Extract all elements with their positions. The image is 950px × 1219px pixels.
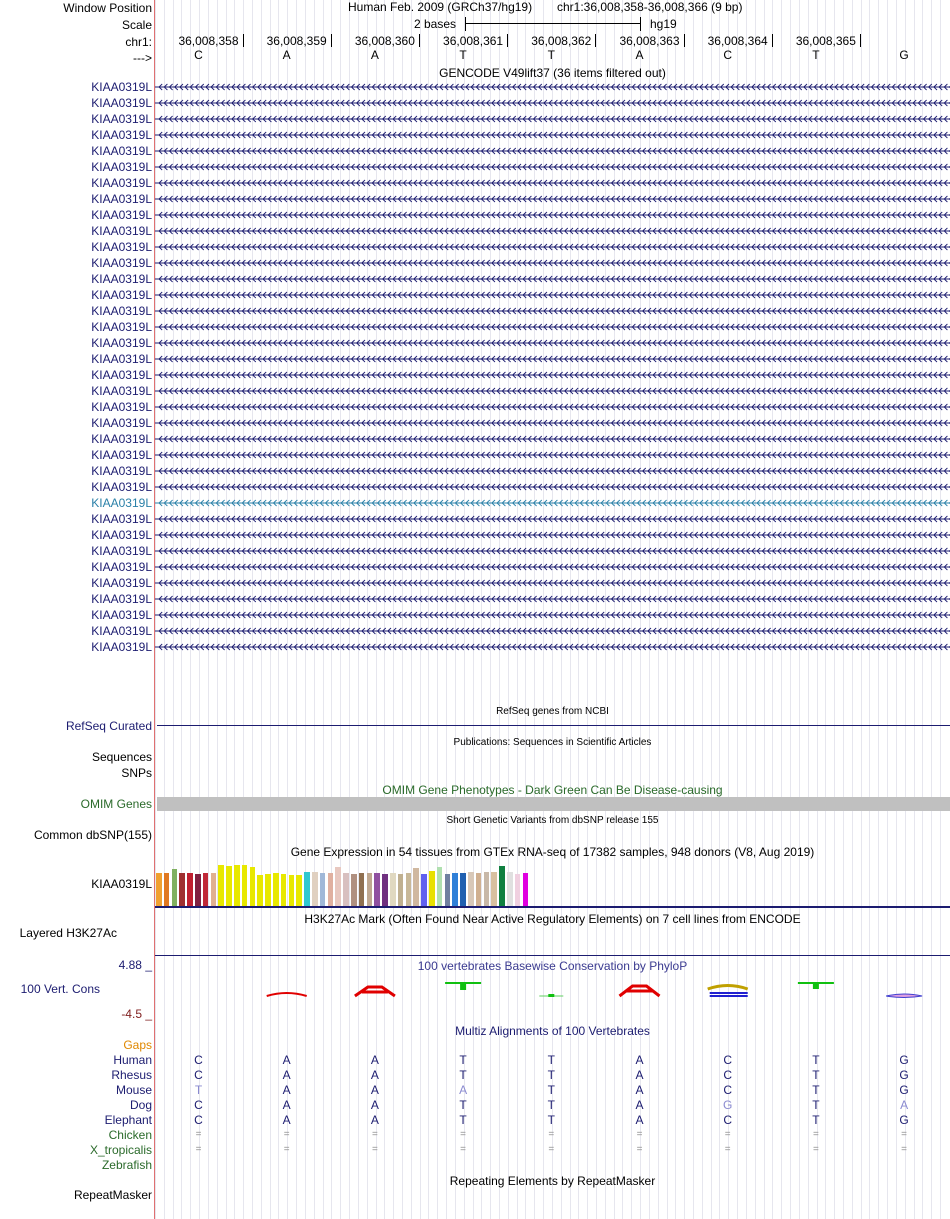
gencode-transcript-label[interactable]: KIAA0319L bbox=[91, 528, 152, 542]
alignment-base: C bbox=[723, 1053, 733, 1067]
transcript-arrow-line bbox=[155, 610, 950, 620]
alignment-base: G bbox=[899, 1068, 909, 1082]
alignment-base: T bbox=[547, 1113, 555, 1127]
scale-bases-text: 2 bases bbox=[414, 17, 457, 31]
transcript-arrow-line bbox=[155, 258, 950, 268]
snps-track-label[interactable]: SNPs bbox=[121, 766, 152, 780]
gtex-tissue-bar[interactable] bbox=[304, 872, 310, 906]
gtex-tissue-bar[interactable] bbox=[437, 867, 443, 906]
reference-base: C bbox=[194, 48, 203, 62]
cons-glyph bbox=[460, 983, 466, 990]
gtex-tissue-bar[interactable] bbox=[328, 873, 334, 906]
gencode-transcript[interactable] bbox=[155, 562, 950, 572]
gtex-tissue-bar[interactable] bbox=[390, 873, 396, 906]
gencode-transcript[interactable] bbox=[155, 338, 950, 348]
gtex-tissue-bar[interactable] bbox=[281, 874, 287, 906]
reference-base: T bbox=[547, 48, 555, 62]
gtex-tissue-bar[interactable] bbox=[211, 873, 217, 906]
alignment-base: A bbox=[282, 1068, 291, 1082]
alignment-base: T bbox=[812, 1113, 820, 1127]
publications-track-title: Publications: Sequences in Scientific Articles bbox=[453, 737, 652, 748]
gtex-tissue-bar[interactable] bbox=[320, 873, 326, 906]
ruler-tick bbox=[595, 34, 596, 47]
alignment-base: = bbox=[901, 1144, 908, 1155]
gencode-transcript-label[interactable]: KIAA0319L bbox=[91, 624, 152, 638]
alignment-base: A bbox=[370, 1083, 379, 1097]
reference-base: A bbox=[282, 48, 291, 62]
gencode-transcript[interactable] bbox=[155, 322, 950, 332]
transcript-arrow-line bbox=[155, 546, 950, 556]
gencode-transcript-label[interactable]: KIAA0319L bbox=[91, 96, 152, 110]
gencode-transcript-label[interactable]: KIAA0319L bbox=[91, 112, 152, 126]
reference-base: A bbox=[635, 48, 644, 62]
species-label[interactable]: Rhesus bbox=[111, 1068, 152, 1082]
alignment-base: A bbox=[459, 1083, 468, 1097]
alignment-base: C bbox=[723, 1113, 733, 1127]
gtex-tissue-bar[interactable] bbox=[523, 873, 529, 906]
transcript-arrow-line bbox=[155, 242, 950, 252]
ruler-tick bbox=[860, 34, 861, 47]
gencode-transcript-label[interactable]: KIAA0319L bbox=[91, 368, 152, 382]
gtex-tissue-bar[interactable] bbox=[515, 874, 521, 906]
alignment-base: = bbox=[636, 1129, 643, 1140]
cons-glyph bbox=[813, 983, 819, 989]
gencode-transcript-label[interactable]: KIAA0319L bbox=[91, 272, 152, 286]
gtex-baseline bbox=[155, 906, 950, 908]
gencode-transcript-label[interactable]: KIAA0319L bbox=[91, 416, 152, 430]
transcript-arrow-line bbox=[155, 306, 950, 316]
gtex-track-title: Gene Expression in 54 tissues from GTEx RNA-seq of 17382 samples, 948 donors (V8, Aug 2019) bbox=[290, 845, 815, 859]
alignment-base: T bbox=[459, 1053, 467, 1067]
alignment-base: = bbox=[283, 1144, 290, 1155]
gencode-transcript-label[interactable]: KIAA0319L bbox=[91, 128, 152, 142]
reference-base: G bbox=[899, 48, 909, 62]
transcript-arrow-line bbox=[155, 322, 950, 332]
gencode-transcript[interactable] bbox=[155, 98, 950, 108]
gencode-transcript-label[interactable]: KIAA0319L bbox=[91, 432, 152, 446]
alignment-base: A bbox=[635, 1083, 644, 1097]
transcript-arrow-line bbox=[155, 402, 950, 412]
gtex-tissue-bar[interactable] bbox=[203, 873, 209, 906]
dbsnp-track-title: Short Genetic Variants from dbSNP release 155 bbox=[446, 815, 659, 826]
transcript-arrow-line bbox=[155, 354, 950, 364]
alignment-base: C bbox=[723, 1083, 733, 1097]
alignment-base: G bbox=[899, 1113, 909, 1127]
species-label[interactable]: Mouse bbox=[115, 1083, 152, 1097]
transcript-arrow-line bbox=[155, 114, 950, 124]
cons-glyph bbox=[708, 986, 748, 990]
gencode-transcript[interactable] bbox=[155, 178, 950, 188]
gtex-tissue-bar[interactable] bbox=[226, 866, 232, 906]
gtex-tissue-bar[interactable] bbox=[265, 874, 271, 906]
alignment-base: = bbox=[195, 1129, 202, 1140]
gencode-transcript[interactable] bbox=[155, 306, 950, 316]
gtex-tissue-bar[interactable] bbox=[476, 873, 482, 906]
alignment-base: T bbox=[459, 1098, 467, 1112]
ruler-tick-label: 36,008,358 bbox=[178, 34, 239, 48]
alignment-base: = bbox=[812, 1129, 819, 1140]
gtex-tissue-bar[interactable] bbox=[445, 874, 451, 906]
gencode-transcript-label[interactable]: KIAA0319L bbox=[91, 144, 152, 158]
gtex-track-label[interactable]: KIAA0319L bbox=[91, 877, 152, 891]
gencode-transcript[interactable] bbox=[155, 450, 950, 460]
gtex-tissue-bar[interactable] bbox=[312, 872, 318, 906]
gencode-transcript[interactable] bbox=[155, 242, 950, 252]
reference-base: T bbox=[812, 48, 820, 62]
gtex-tissue-bar[interactable] bbox=[218, 865, 224, 906]
gencode-transcript[interactable] bbox=[155, 434, 950, 444]
alignment-base: T bbox=[812, 1098, 820, 1112]
gtex-tissue-bar[interactable] bbox=[156, 873, 162, 906]
ruler-tick bbox=[507, 34, 508, 47]
h3k27ac-track-title: H3K27Ac Mark (Often Found Near Active Regulatory Elements) on 7 cell lines from ENCODE bbox=[304, 912, 801, 926]
alignment-base: = bbox=[901, 1129, 908, 1140]
cons-max-label: 4.88 _ bbox=[118, 958, 152, 972]
gtex-tissue-bar[interactable] bbox=[468, 872, 474, 906]
alignment-base: A bbox=[370, 1068, 379, 1082]
alignment-base: = bbox=[371, 1144, 378, 1155]
gencode-transcript-label[interactable]: KIAA0319L bbox=[91, 352, 152, 366]
refseq-track-title: RefSeq genes from NCBI bbox=[496, 706, 609, 717]
ruler-tick bbox=[772, 34, 773, 47]
gencode-transcript[interactable] bbox=[155, 82, 950, 92]
transcript-arrow-line bbox=[155, 530, 950, 540]
species-label[interactable]: Dog bbox=[129, 1098, 152, 1112]
alignment-base: A bbox=[635, 1098, 644, 1112]
alignment-base: = bbox=[724, 1144, 731, 1155]
transcript-arrow-line bbox=[155, 178, 950, 188]
gencode-transcript[interactable] bbox=[155, 466, 950, 476]
gencode-transcript[interactable] bbox=[155, 258, 950, 268]
gtex-tissue-bar[interactable] bbox=[359, 873, 365, 906]
gtex-tissue-bar[interactable] bbox=[452, 873, 458, 906]
transcript-arrow-line bbox=[155, 162, 950, 172]
ruler-tick bbox=[684, 34, 685, 47]
gencode-transcript-label[interactable]: KIAA0319L bbox=[91, 288, 152, 302]
gencode-transcript-label[interactable]: KIAA0319L bbox=[91, 384, 152, 398]
transcript-arrow-line bbox=[155, 194, 950, 204]
gtex-tissue-bar[interactable] bbox=[335, 867, 341, 906]
refseq-gene-line[interactable] bbox=[157, 725, 950, 726]
gencode-transcript[interactable] bbox=[155, 386, 950, 396]
gtex-tissue-bar[interactable] bbox=[374, 873, 380, 906]
alignment-base: = bbox=[460, 1129, 467, 1140]
gencode-transcript[interactable] bbox=[155, 594, 950, 604]
window-position-label: Window Position bbox=[63, 1, 152, 15]
gencode-transcript-label[interactable]: KIAA0319L bbox=[91, 448, 152, 462]
gtex-tissue-bar[interactable] bbox=[351, 874, 357, 906]
transcript-arrow-line bbox=[155, 514, 950, 524]
gtex-tissue-bar[interactable] bbox=[406, 873, 412, 906]
gencode-transcript[interactable] bbox=[155, 578, 950, 588]
ruler-tick-label: 36,008,360 bbox=[354, 34, 415, 48]
cons-plot[interactable] bbox=[155, 980, 950, 1000]
species-label[interactable]: Zebrafish bbox=[101, 1158, 152, 1172]
gtex-tissue-bar[interactable] bbox=[343, 873, 349, 906]
reference-base: T bbox=[459, 48, 467, 62]
gencode-transcript-label[interactable]: KIAA0319L bbox=[91, 240, 152, 254]
alignment-base: T bbox=[547, 1098, 555, 1112]
transcript-arrow-line bbox=[155, 386, 950, 396]
alignment-base: = bbox=[548, 1144, 555, 1155]
gencode-transcript[interactable] bbox=[155, 514, 950, 524]
gtex-bar-chart[interactable] bbox=[155, 860, 555, 906]
transcript-arrow-line bbox=[155, 642, 950, 652]
alignment-base: = bbox=[195, 1144, 202, 1155]
omim-gene-bar[interactable] bbox=[157, 797, 950, 811]
alignment-base: = bbox=[812, 1144, 819, 1155]
alignment-base: C bbox=[194, 1113, 203, 1127]
gtex-tissue-bar[interactable] bbox=[250, 867, 256, 906]
cons-glyph bbox=[267, 993, 307, 996]
gtex-tissue-bar[interactable] bbox=[179, 873, 185, 906]
gencode-transcript[interactable] bbox=[155, 194, 950, 204]
alignment-base: A bbox=[282, 1083, 291, 1097]
transcript-arrow-line bbox=[155, 370, 950, 380]
transcript-arrow-line bbox=[155, 450, 950, 460]
gencode-transcript-label[interactable]: KIAA0319L bbox=[91, 640, 152, 654]
transcript-arrow-line bbox=[155, 82, 950, 92]
transcript-arrow-line bbox=[155, 290, 950, 300]
cons-glyph bbox=[620, 986, 660, 996]
gencode-transcript-label[interactable]: KIAA0319L bbox=[91, 336, 152, 350]
gencode-transcript[interactable] bbox=[155, 274, 950, 284]
transcript-arrow-line bbox=[155, 626, 950, 636]
alignment-base: T bbox=[547, 1083, 555, 1097]
gencode-transcript-label[interactable]: KIAA0319L bbox=[91, 480, 152, 494]
alignment-base: T bbox=[459, 1068, 467, 1082]
gtex-tissue-bar[interactable] bbox=[257, 875, 263, 906]
gencode-transcript[interactable] bbox=[155, 418, 950, 428]
cons-track-label[interactable]: 100 Vert. Cons bbox=[20, 982, 100, 996]
alignment-base: C bbox=[723, 1068, 733, 1082]
gencode-transcript-label[interactable]: KIAA0319L bbox=[91, 208, 152, 222]
gtex-tissue-bar[interactable] bbox=[429, 871, 435, 906]
omim-track-label[interactable]: OMIM Genes bbox=[80, 797, 152, 811]
cons-track-title: 100 vertebrates Basewise Conservation by PhyloP bbox=[417, 959, 688, 973]
alignment-base: A bbox=[370, 1113, 379, 1127]
transcript-arrow-line bbox=[155, 482, 950, 492]
alignment-base: = bbox=[724, 1129, 731, 1140]
gencode-transcript[interactable] bbox=[155, 354, 950, 364]
reference-base: C bbox=[723, 48, 733, 62]
multiz-track-title: Multiz Alignments of 100 Vertebrates bbox=[455, 1024, 650, 1038]
transcript-arrow-line bbox=[155, 274, 950, 284]
transcript-arrow-line bbox=[155, 498, 950, 508]
h3k27ac-baseline bbox=[155, 955, 950, 956]
gtex-tissue-bar[interactable] bbox=[172, 869, 178, 906]
gtex-tissue-bar[interactable] bbox=[499, 866, 505, 906]
alignment-base: A bbox=[282, 1113, 291, 1127]
alignment-base: = bbox=[548, 1129, 555, 1140]
gencode-transcript-label[interactable]: KIAA0319L bbox=[91, 160, 152, 174]
track-label-column bbox=[0, 0, 154, 1219]
gtex-tissue-bar[interactable] bbox=[367, 873, 373, 906]
gencode-transcript[interactable] bbox=[155, 546, 950, 556]
gencode-transcript-label[interactable]: KIAA0319L bbox=[91, 560, 152, 574]
alignment-base: T bbox=[194, 1083, 203, 1097]
gencode-transcript-label[interactable]: KIAA0319L bbox=[91, 576, 152, 590]
ruler-tick bbox=[419, 34, 420, 47]
transcript-arrow-line bbox=[155, 146, 950, 156]
gencode-transcript-label[interactable]: KIAA0319L bbox=[91, 320, 152, 334]
strand-label: ---> bbox=[133, 51, 152, 65]
ruler-tick-label: 36,008,362 bbox=[531, 34, 592, 48]
gencode-transcript-label[interactable]: KIAA0319L bbox=[91, 496, 152, 510]
species-label[interactable]: Chicken bbox=[108, 1128, 152, 1142]
transcript-arrow-line bbox=[155, 578, 950, 588]
transcript-arrow-line bbox=[155, 210, 950, 220]
alignment-base: G bbox=[899, 1083, 909, 1097]
scale-db-text: hg19 bbox=[650, 17, 677, 31]
gencode-transcript-label[interactable]: KIAA0319L bbox=[91, 192, 152, 206]
track-image-area[interactable] bbox=[155, 0, 950, 1219]
gtex-tissue-bar[interactable] bbox=[289, 875, 295, 906]
alignment-base: A bbox=[635, 1113, 644, 1127]
gtex-tissue-bar[interactable] bbox=[296, 875, 302, 906]
cons-min-label: -4.5 _ bbox=[121, 1007, 152, 1021]
alignment-base: A bbox=[635, 1068, 644, 1082]
ruler-tick bbox=[243, 34, 244, 47]
alignment-base: A bbox=[370, 1053, 379, 1067]
gencode-transcript-label[interactable]: KIAA0319L bbox=[91, 256, 152, 270]
alignment-base: = bbox=[460, 1144, 467, 1155]
gencode-transcript-label[interactable]: KIAA0319L bbox=[91, 608, 152, 622]
ruler-tick-label: 36,008,363 bbox=[619, 34, 680, 48]
alignment-base: G bbox=[723, 1098, 733, 1112]
gencode-transcript[interactable] bbox=[155, 498, 950, 508]
alignment-base: A bbox=[282, 1098, 291, 1112]
species-label[interactable]: X_tropicalis bbox=[89, 1143, 152, 1157]
gencode-transcript-label[interactable]: KIAA0319L bbox=[91, 224, 152, 238]
ruler-tick bbox=[331, 34, 332, 47]
ruler-tick-label: 36,008,361 bbox=[443, 34, 504, 48]
alignment-base: T bbox=[812, 1068, 820, 1082]
gtex-tissue-bar[interactable] bbox=[421, 874, 427, 906]
gencode-transcript-label[interactable]: KIAA0319L bbox=[91, 400, 152, 414]
transcript-arrow-line bbox=[155, 562, 950, 572]
gtex-tissue-bar[interactable] bbox=[413, 868, 419, 906]
assembly-text: Human Feb. 2009 (GRCh37/hg19) bbox=[348, 0, 533, 14]
alignment-base: C bbox=[194, 1068, 203, 1082]
transcript-arrow-line bbox=[155, 434, 950, 444]
scale-label: Scale bbox=[121, 18, 152, 32]
gencode-transcript[interactable] bbox=[155, 290, 950, 300]
gencode-transcript[interactable] bbox=[155, 642, 950, 652]
alignment-base: = bbox=[283, 1129, 290, 1140]
gtex-tissue-bar[interactable] bbox=[164, 873, 170, 906]
gencode-transcript[interactable] bbox=[155, 210, 950, 220]
alignment-base: T bbox=[812, 1053, 820, 1067]
ruler-tick-label: 36,008,365 bbox=[795, 34, 856, 48]
gtex-tissue-bar[interactable] bbox=[491, 872, 497, 906]
transcript-arrow-line bbox=[155, 226, 950, 236]
alignment-base: = bbox=[636, 1144, 643, 1155]
gencode-transcript[interactable] bbox=[155, 162, 950, 172]
gencode-transcript[interactable] bbox=[155, 114, 950, 124]
ruler-tick-label: 36,008,364 bbox=[707, 34, 768, 48]
refseq-track-label[interactable]: RefSeq Curated bbox=[65, 719, 152, 733]
gencode-transcript-label[interactable]: KIAA0319L bbox=[91, 304, 152, 318]
gencode-transcript-label[interactable]: KIAA0319L bbox=[91, 80, 152, 94]
repeatmasker-track-title: Repeating Elements by RepeatMasker bbox=[449, 1174, 656, 1188]
gtex-tissue-bar[interactable] bbox=[484, 872, 490, 906]
alignment-base: A bbox=[370, 1098, 379, 1112]
dbsnp-track-label[interactable]: Common dbSNP(155) bbox=[33, 828, 152, 842]
alignment-base: T bbox=[459, 1113, 467, 1127]
gencode-transcript[interactable] bbox=[155, 130, 950, 140]
transcript-arrow-line bbox=[155, 466, 950, 476]
gtex-tissue-bar[interactable] bbox=[195, 874, 201, 906]
gencode-transcript-label[interactable]: KIAA0319L bbox=[91, 592, 152, 606]
gencode-track-title: GENCODE V49lift37 (36 items filtered out) bbox=[439, 66, 666, 80]
transcript-arrow-line bbox=[155, 98, 950, 108]
alignment-base: T bbox=[812, 1083, 820, 1097]
gencode-transcript[interactable] bbox=[155, 530, 950, 540]
gencode-transcript[interactable] bbox=[155, 610, 950, 620]
scale-bar bbox=[465, 17, 641, 31]
gencode-transcript[interactable] bbox=[155, 482, 950, 492]
chr-label: chr1: bbox=[125, 35, 152, 49]
gtex-tissue-bar[interactable] bbox=[460, 873, 466, 906]
gtex-tissue-bar[interactable] bbox=[242, 865, 248, 906]
gencode-transcript[interactable] bbox=[155, 226, 950, 236]
species-label[interactable]: Elephant bbox=[104, 1113, 152, 1127]
gtex-tissue-bar[interactable] bbox=[382, 874, 388, 906]
cons-glyph bbox=[548, 994, 554, 997]
alignment-base: A bbox=[900, 1098, 909, 1112]
alignment-base: A bbox=[282, 1053, 291, 1067]
gtex-tissue-bar[interactable] bbox=[398, 874, 404, 906]
transcript-arrow-line bbox=[155, 130, 950, 140]
alignment-base: T bbox=[547, 1053, 555, 1067]
alignment-base: G bbox=[899, 1053, 909, 1067]
gtex-tissue-bar[interactable] bbox=[273, 873, 279, 906]
position-text: chr1:36,008,358-36,008,366 (9 bp) bbox=[557, 0, 743, 14]
alignment-base: = bbox=[371, 1129, 378, 1140]
gencode-transcript[interactable] bbox=[155, 370, 950, 380]
transcript-arrow-line bbox=[155, 418, 950, 428]
gtex-tissue-bar[interactable] bbox=[234, 865, 240, 906]
transcript-arrow-line bbox=[155, 594, 950, 604]
alignment-base: T bbox=[547, 1068, 555, 1082]
repeatmasker-track-label[interactable]: RepeatMasker bbox=[73, 1188, 152, 1202]
species-label[interactable]: Human bbox=[113, 1053, 152, 1067]
gencode-transcript[interactable] bbox=[155, 402, 950, 412]
gencode-transcript[interactable] bbox=[155, 626, 950, 636]
gaps-label: Gaps bbox=[123, 1038, 152, 1052]
gencode-transcript-label[interactable]: KIAA0319L bbox=[91, 512, 152, 526]
omim-track-title: OMIM Gene Phenotypes - Dark Green Can Be Disease-causing bbox=[382, 783, 723, 797]
cons-glyph bbox=[886, 994, 922, 998]
gtex-tissue-bar[interactable] bbox=[507, 872, 513, 906]
alignment-base: C bbox=[194, 1053, 203, 1067]
gencode-transcript-label[interactable]: KIAA0319L bbox=[91, 176, 152, 190]
alignment-base: C bbox=[194, 1098, 203, 1112]
h3k27ac-track-label[interactable]: Layered H3K27Ac bbox=[19, 926, 117, 940]
gencode-transcript-label[interactable]: KIAA0319L bbox=[91, 544, 152, 558]
reference-base: A bbox=[370, 48, 379, 62]
sequences-track-label[interactable]: Sequences bbox=[91, 750, 152, 764]
gtex-tissue-bar[interactable] bbox=[187, 873, 193, 906]
ruler-tick-label: 36,008,359 bbox=[266, 34, 327, 48]
alignment-base: A bbox=[635, 1053, 644, 1067]
cons-glyph bbox=[355, 987, 395, 996]
transcript-arrow-line bbox=[155, 338, 950, 348]
gencode-transcript-label[interactable]: KIAA0319L bbox=[91, 464, 152, 478]
gencode-transcript[interactable] bbox=[155, 146, 950, 156]
